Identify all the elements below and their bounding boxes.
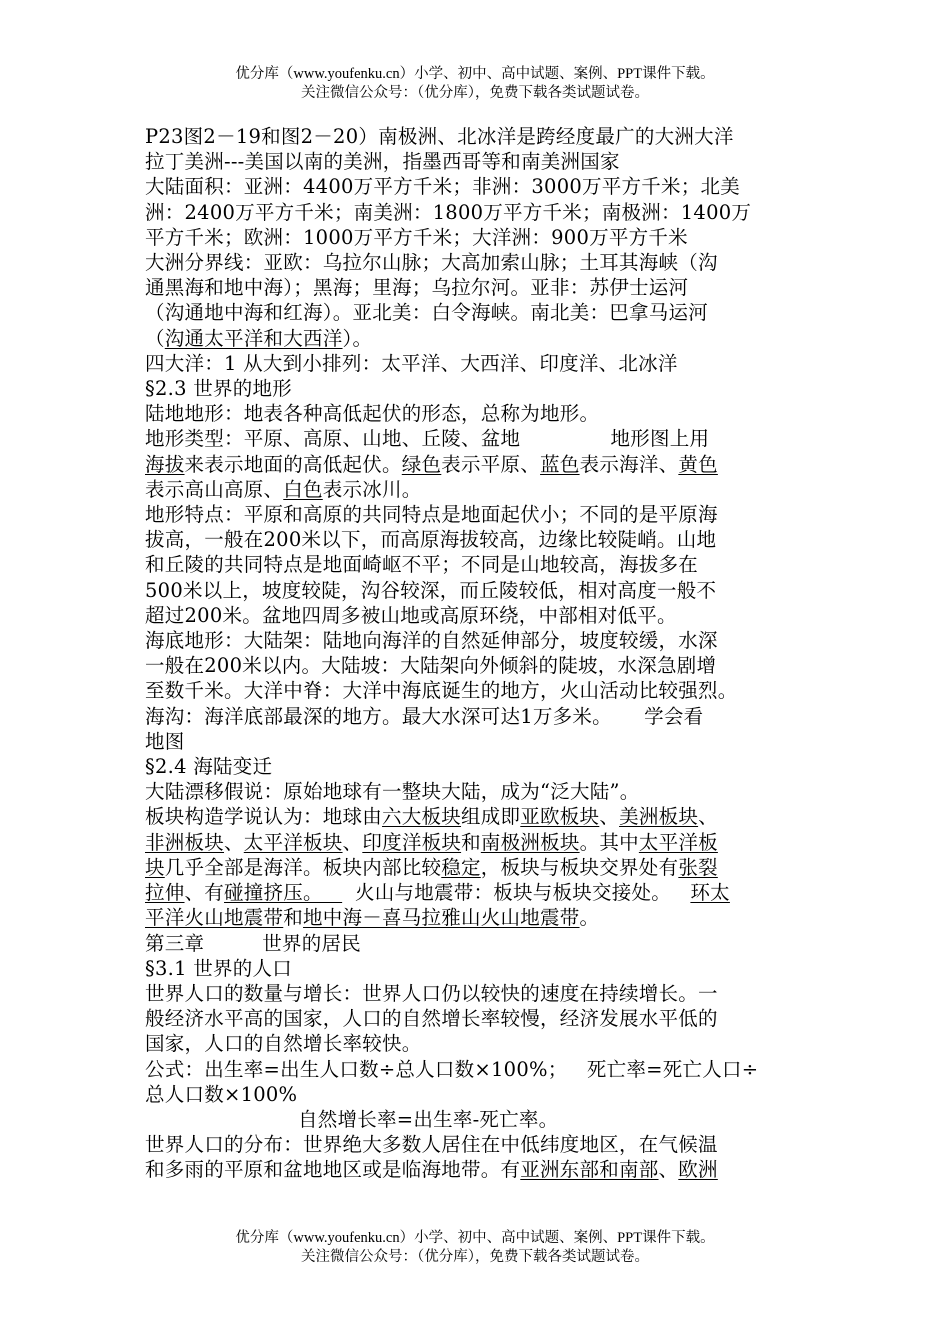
underlined-term: 环太	[690, 881, 730, 905]
underlined-term: 海拔	[145, 452, 185, 476]
text-line: 洲：2400万平方千米；南美洲：1800万平方千米；南极洲：1400万	[145, 200, 752, 224]
text-line: 非洲板块、太平洋板块、印度洋板块和南极洲板块。其中太平洋板	[145, 830, 718, 854]
underlined-term: 南极洲板块	[480, 830, 580, 854]
document-body	[145, 124, 815, 1183]
text-line: 总人口数×100%	[145, 1082, 298, 1106]
text-line: 通黑海和地中海）；黑海；里海；乌拉尔河。亚非：苏伊士运河	[145, 276, 689, 300]
text-line: 海底地形：大陆架：陆地向海洋的自然延伸部分，坡度较缓，水深	[145, 629, 718, 653]
text-line: 拉伸、有碰撞挤压。 火山与地震带：板块与板块交接处。 环太	[145, 881, 730, 905]
underlined-term: 沟通太平洋和大西洋	[164, 326, 343, 350]
underlined-term: 太平洋板块	[243, 830, 343, 854]
text-line: 拉丁美洲---美国以南的美洲，指墨西哥等和南美洲国家	[145, 150, 620, 174]
text-line: 拔高，一般在200米以下，而高原海拔较高，边缘比较陡峭。山地	[145, 528, 717, 552]
section-heading: §3.1 世界的人口	[145, 956, 292, 980]
text-line: 地形特点：平原和高原的共同特点是地面起伏小；不同的是平原海	[145, 503, 718, 527]
underlined-term: 白色	[283, 477, 323, 501]
chapter-heading: 第三章 世界的居民	[145, 931, 362, 955]
text-line: 大陆漂移假说：原始地球有一整块大陆，成为“泛大陆”。	[145, 780, 640, 804]
text-line: 和多雨的平原和盆地地区或是临海地带。有亚洲东部和南部、欧洲	[145, 1158, 718, 1182]
text-line: 公式：出生率=出生人口数÷总人口数×100%； 死亡率=死亡人口÷	[145, 1057, 759, 1081]
underlined-term: 平洋火山地震带	[145, 906, 284, 930]
page-header	[0, 65, 950, 103]
text-line: 一般在200米以内。大陆坡：大陆架向外倾斜的陡坡，水深急剧增	[145, 654, 717, 678]
underlined-term: 拉伸	[145, 881, 185, 905]
underlined-term: 非洲板块	[145, 830, 225, 854]
text-line: （沟通地中海和红海）。亚北美：白令海峡。南北美：巴拿马运河	[145, 301, 709, 325]
text-line: 和丘陵的共同特点是地面崎岖不平；不同是山地较高，海拔多在	[145, 553, 699, 577]
text-line: 海拔来表示地面的高低起伏。绿色表示平原、蓝色表示海洋、黄色	[145, 452, 718, 476]
text-line: 世界人口的数量与增长：世界人口仍以较快的速度在持续增长。一	[145, 981, 718, 1005]
underlined-term: 绿色	[401, 452, 442, 476]
underlined-term: 亚欧板块	[520, 805, 600, 829]
text-line: （沟通太平洋和大西洋）。	[145, 326, 373, 350]
underlined-term: 块	[145, 855, 165, 879]
text-line: 四大洋：1 从大到小排列：太平洋、大西洋、印度洋、北冰洋	[145, 351, 678, 375]
text-line: 国家，人口的自然增长率较快。	[145, 1032, 422, 1056]
underlined-term: 欧洲	[678, 1158, 718, 1182]
text-line: 般经济水平高的国家，人口的自然增长率较慢，经济发展水平低的	[145, 1007, 718, 1031]
text-line: 平洋火山地震带和地中海－喜马拉雅山火山地震带。	[145, 906, 600, 930]
underlined-term: 印度洋板块	[362, 830, 462, 854]
underlined-term: 亚洲东部和南部	[520, 1158, 659, 1182]
text-line: 至数千米。大洋中脊：大洋中海底诞生的地方，火山活动比较强烈。	[145, 679, 738, 703]
text-line: 500米以上，坡度较陡，沟谷较深，而丘陵较低，相对高度一般不	[145, 578, 717, 602]
underlined-term: 稳定	[441, 855, 481, 879]
underlined-term: 太平洋板	[638, 830, 718, 854]
page-footer	[0, 1229, 950, 1267]
header-line-2: 关注微信公众号：（优分库），免费下载各类试题试卷。	[301, 85, 649, 101]
section-heading: §2.3 世界的地形	[145, 377, 292, 401]
underlined-term: 碰撞挤压。	[224, 881, 343, 905]
footer-line-1: 优分库（www.youfenku.cn）小学、初中、高中试题、案例、PPT课件下载。	[235, 1230, 715, 1246]
text-line: P23图2－19和图2－20）南极洲、北冰洋是跨经度最广的大洲大洋	[145, 125, 734, 148]
section-heading: §2.4 海陆变迁	[145, 755, 273, 779]
text-line: 平方千米；欧洲：1000万平方千米；大洋洲：900万平方千米	[145, 225, 688, 249]
text-line: 陆地地形：地表各种高低起伏的形态，总称为地形。	[145, 402, 600, 426]
underlined-term: 张裂	[678, 855, 718, 879]
underlined-term: 地中海－喜马拉雅山火山地震带	[303, 906, 580, 930]
text-line: 大洲分界线：亚欧：乌拉尔山脉；大高加索山脉；土耳其海峡（沟	[145, 251, 718, 275]
formula-line: 自然增长率=出生率-死亡率。	[298, 1107, 559, 1131]
text-line: 地图	[145, 729, 185, 753]
footer-line-2: 关注微信公众号：（优分库），免费下载各类试题试卷。	[301, 1249, 649, 1265]
text-line: 世界人口的分布：世界绝大多数人居住在中低纬度地区，在气候温	[145, 1133, 718, 1157]
text-line: 板块构造学说认为：地球由六大板块组成即亚欧板块、美洲板块、	[145, 805, 718, 829]
underlined-term: 黄色	[678, 452, 718, 476]
text-line: 海沟：海洋底部最深的地方。最大水深可达1万多米。 学会看	[145, 704, 704, 728]
text-line: 地形类型：平原、高原、山地、丘陵、盆地 地形图上用	[145, 427, 710, 451]
underlined-term: 六大板块	[382, 805, 462, 829]
underlined-term: 美洲板块	[619, 805, 699, 829]
text-line: 超过200米。盆地四周多被山地或高原环绕，中部相对低平。	[145, 603, 677, 627]
underlined-term: 蓝色	[540, 452, 580, 476]
header-line-1: 优分库（www.youfenku.cn）小学、初中、高中试题、案例、PPT课件下载。	[235, 66, 715, 82]
text-line: 大陆面积：亚洲：4400万平方千米；非洲：3000万平方千米；北美	[145, 175, 741, 199]
text-line: 块几乎全部是海洋。板块内部比较稳定，板块与板块交界处有张裂	[145, 855, 718, 879]
text-line: 表示高山高原、白色表示冰川。	[145, 477, 422, 501]
